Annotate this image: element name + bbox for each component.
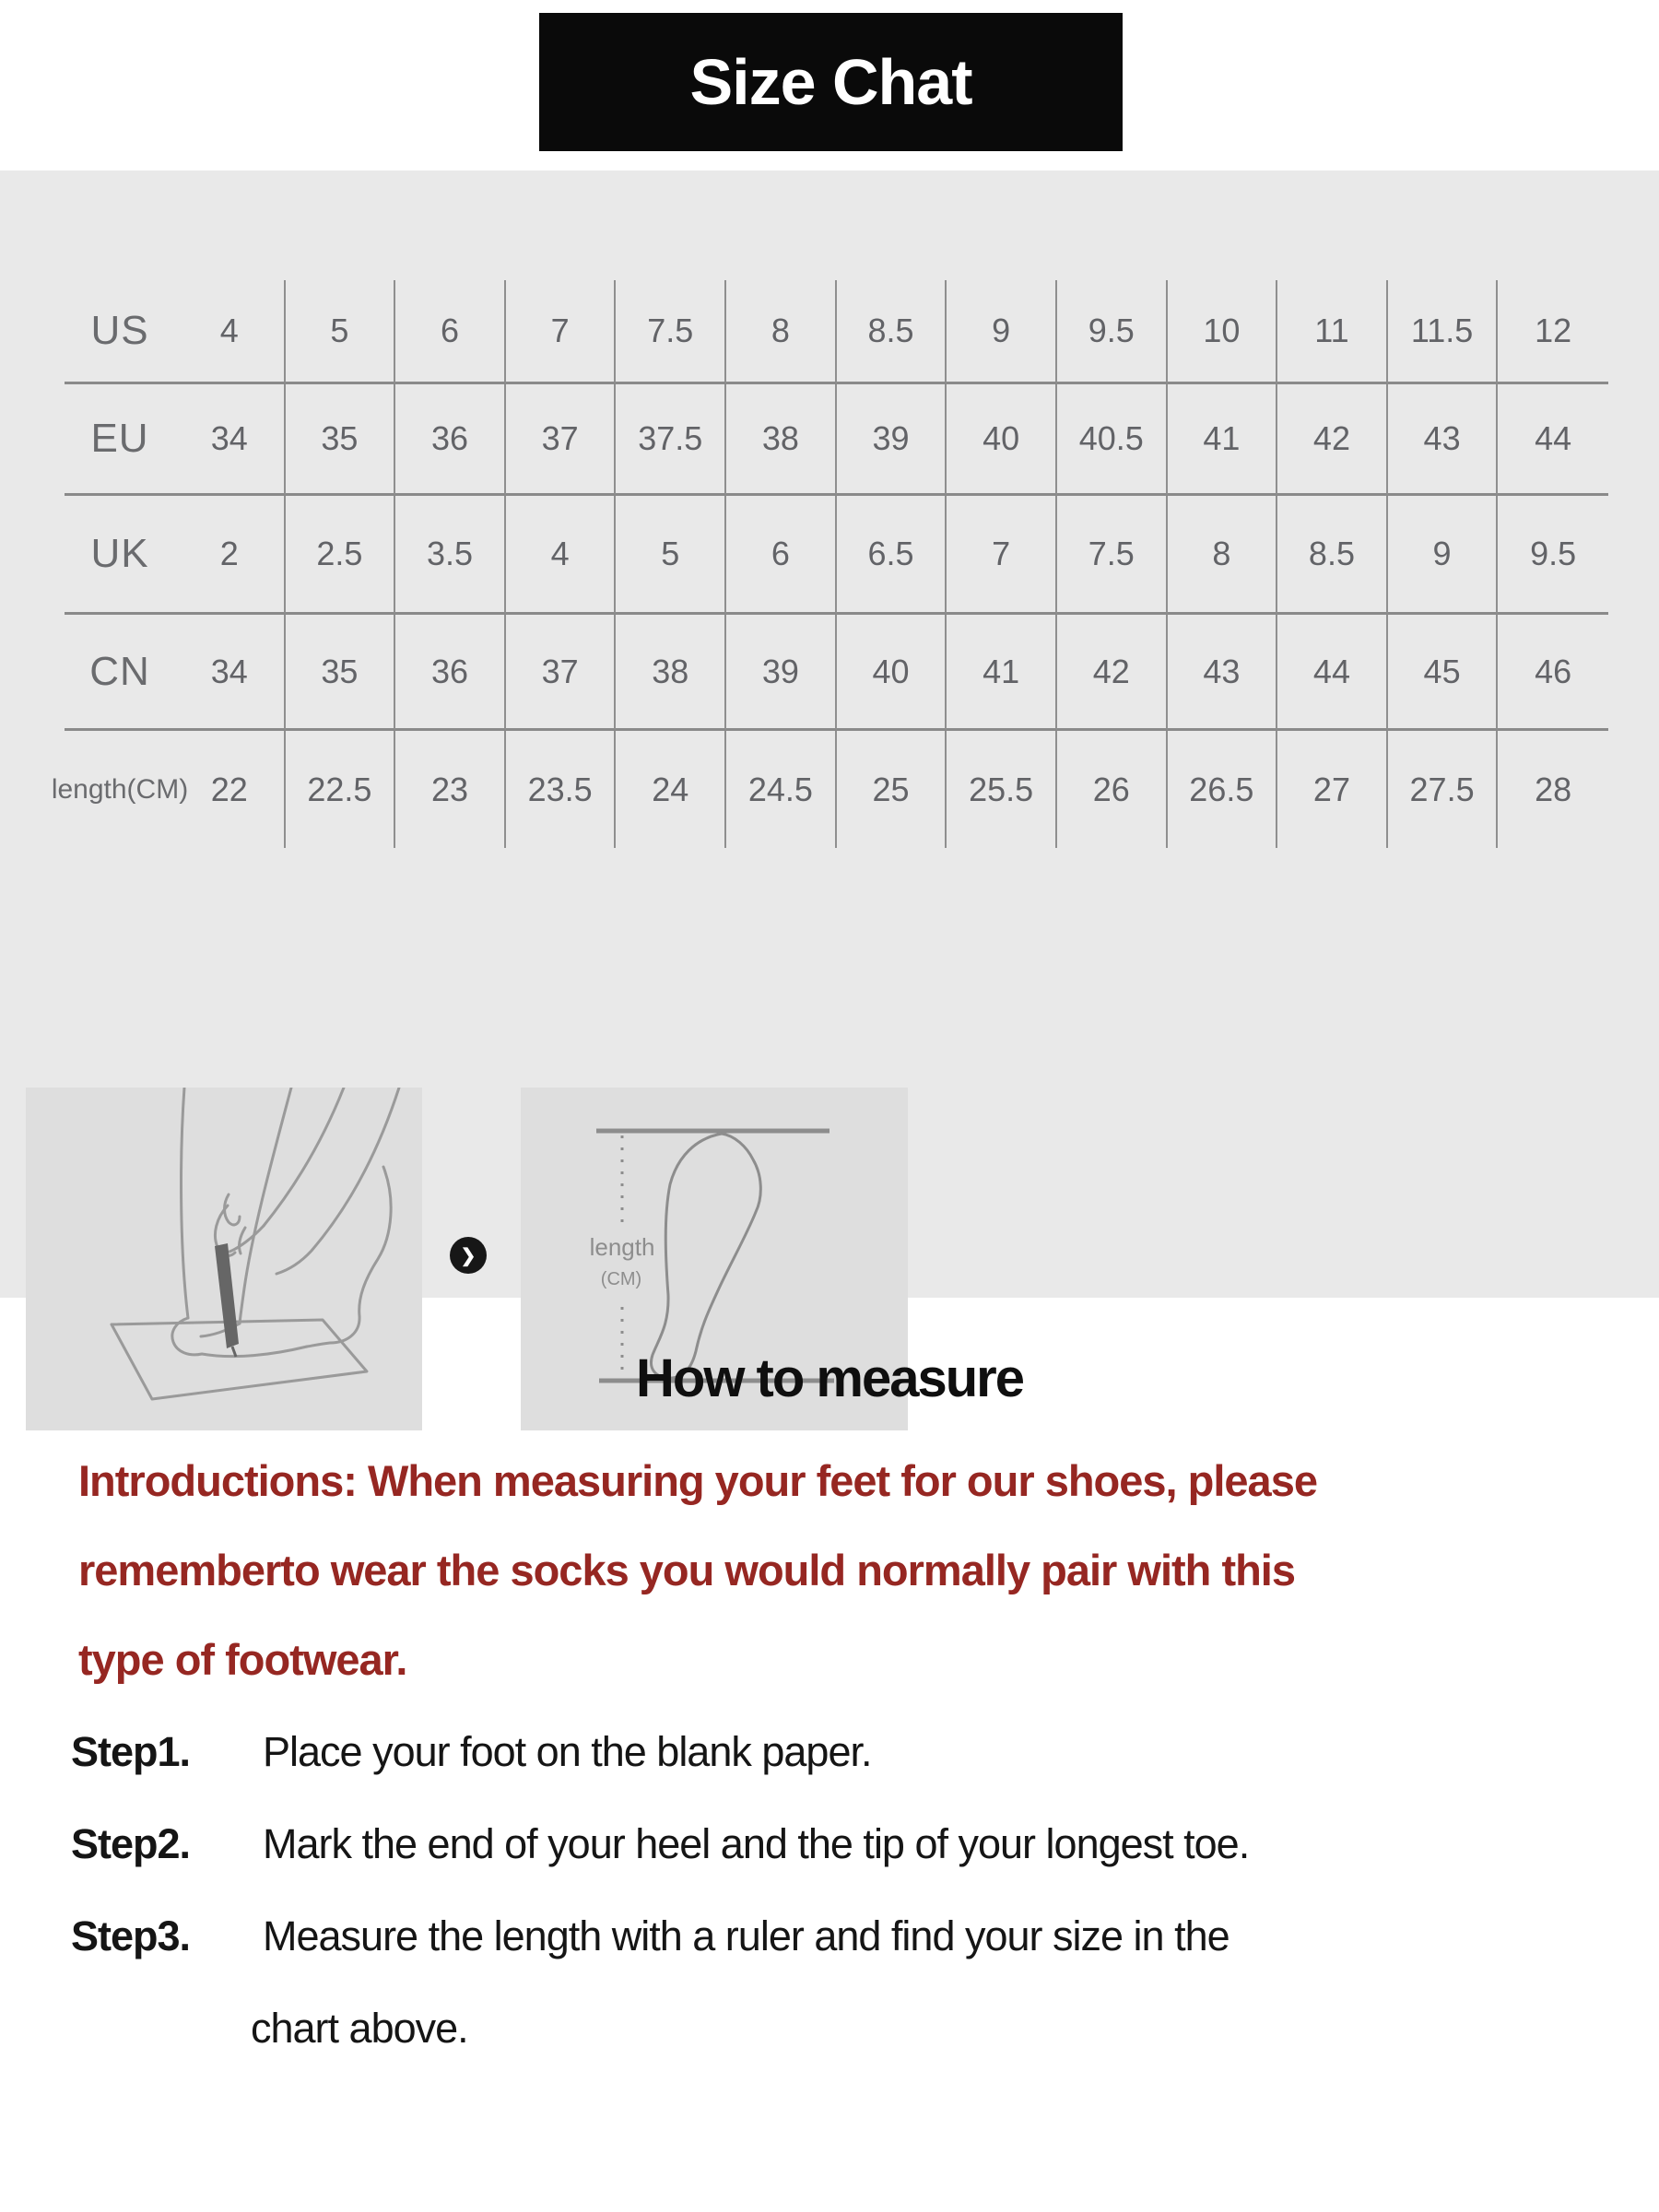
step-text-3: Measure the length with a ruler and find your size in the [263, 1912, 1230, 1959]
chevron-right-glyph: ❯ [460, 1245, 477, 1266]
size-table-cell: 45 [1388, 615, 1499, 731]
step-row-1 [71, 1728, 871, 1776]
size-table-cell: 4 [175, 280, 286, 384]
size-table-cell: 9 [947, 280, 1057, 384]
size-table-cell: 8 [1168, 496, 1278, 615]
size-table-cell: 41 [947, 615, 1057, 731]
size-table-cell: 40 [947, 384, 1057, 496]
size-table-cell: 22 [175, 731, 286, 848]
size-table-cell: 38 [616, 615, 726, 731]
step-text-3-continued: chart above. [251, 2005, 468, 2052]
size-table-cell: 2 [175, 496, 286, 615]
size-table-cell: 7.5 [616, 280, 726, 384]
size-table-cell: 22.5 [286, 731, 396, 848]
size-table-cell: 39 [726, 615, 837, 731]
size-table-cell: 44 [1498, 384, 1608, 496]
size-table-cell: 9.5 [1057, 280, 1168, 384]
size-table-cell: 23 [395, 731, 506, 848]
foot-outline [652, 1134, 761, 1378]
size-table-cell: 24 [616, 731, 726, 848]
size-table-cell: 27.5 [1388, 731, 1499, 848]
length-label: length [589, 1233, 655, 1261]
size-table-cell: 12 [1498, 280, 1608, 384]
howto-intro-line-2: rememberto wear the socks you would normally pair with this [78, 1546, 1295, 1594]
size-table-row-label: EU [65, 384, 175, 496]
size-table-cell: 39 [837, 384, 947, 496]
size-table-cell: 38 [726, 384, 837, 496]
size-table-cell: 5 [286, 280, 396, 384]
size-table-cell: 2.5 [286, 496, 396, 615]
size-table-cell: 8 [726, 280, 837, 384]
size-table-cell: 28 [1535, 770, 1572, 808]
size-table-cell: 25.5 [947, 731, 1057, 848]
size-chart-table [51, 280, 1608, 848]
size-table-cell: 23.5 [506, 731, 617, 848]
size-table-cell: 6 [726, 496, 837, 615]
size-table-cell: 26 [1057, 731, 1168, 848]
size-table-row-label: US [65, 280, 175, 384]
size-table-cell: 9.5 [1498, 496, 1608, 615]
size-table-cell: 6 [395, 280, 506, 384]
size-table-cell: 26.5 [1168, 731, 1278, 848]
size-table-cell: 40 [837, 615, 947, 731]
step-row-3 [71, 1912, 1230, 1960]
size-table-cell: 4 [506, 496, 617, 615]
size-table-cell: 36 [395, 384, 506, 496]
size-table-cell: 34 [175, 615, 286, 731]
step-text-1: Place your foot on the blank paper. [263, 1728, 872, 1775]
step-row-2 [71, 1820, 1249, 1868]
size-panel [0, 171, 1659, 1298]
size-table-row-label: CN [65, 615, 175, 731]
howto-intro-line-3: type of footwear. [78, 1635, 407, 1684]
size-table-cell: 34 [175, 384, 286, 496]
howto-title: How to measure [636, 1348, 1023, 1408]
next-arrow-icon [450, 1237, 487, 1274]
size-table-cell: 8.5 [1277, 496, 1388, 615]
step-text-2: Mark the end of your heel and the tip of your longest toe. [263, 1820, 1250, 1867]
size-table-cell: 42 [1057, 615, 1168, 731]
size-table-cell: 27 [1277, 731, 1388, 848]
size-table-cell: 9 [1388, 496, 1499, 615]
size-table-cell: 40.5 [1057, 384, 1168, 496]
step-label-1: Step1. [71, 1728, 191, 1775]
size-table-cell: 37.5 [616, 384, 726, 496]
size-table-cell: 35 [286, 384, 396, 496]
size-table-cell: 6.5 [837, 496, 947, 615]
step-label-3: Step3. [71, 1912, 191, 1959]
size-table-row-label: length(CM) [51, 773, 189, 805]
size-table-cell: 43 [1388, 384, 1499, 496]
size-table-cell: 46 [1498, 615, 1608, 731]
size-table-cell: 11 [1277, 280, 1388, 384]
size-table-cell: 25 [837, 731, 947, 848]
size-table-cell: 24.5 [726, 731, 837, 848]
size-table-cell: 41 [1168, 384, 1278, 496]
size-table-cell: 44 [1277, 615, 1388, 731]
size-table-cell: 10 [1168, 280, 1278, 384]
size-table-cell: 7 [506, 280, 617, 384]
size-table-cell: 7 [947, 496, 1057, 615]
banner-title: Size Chat [689, 46, 972, 118]
size-table-cell: 5 [616, 496, 726, 615]
step-label-2: Step2. [71, 1820, 191, 1867]
length-unit-label: (CM) [600, 1269, 642, 1289]
size-table-cell: 37 [506, 615, 617, 731]
size-table-cell: 43 [1168, 615, 1278, 731]
size-table-row-label: UK [65, 496, 175, 615]
howto-intro-line-1: Introductions: When measuring your feet for our shoes, please [78, 1456, 1317, 1505]
size-table-cell: 7.5 [1057, 496, 1168, 615]
size-table-cell: 8.5 [837, 280, 947, 384]
size-table-cell: 11.5 [1388, 280, 1499, 384]
size-table-cell: 3.5 [395, 496, 506, 615]
size-table-cell: 35 [286, 615, 396, 731]
size-table-cell: 36 [395, 615, 506, 731]
size-table-cell: 37 [506, 384, 617, 496]
size-table-cell: 42 [1277, 384, 1388, 496]
size-chart-banner [539, 13, 1123, 151]
